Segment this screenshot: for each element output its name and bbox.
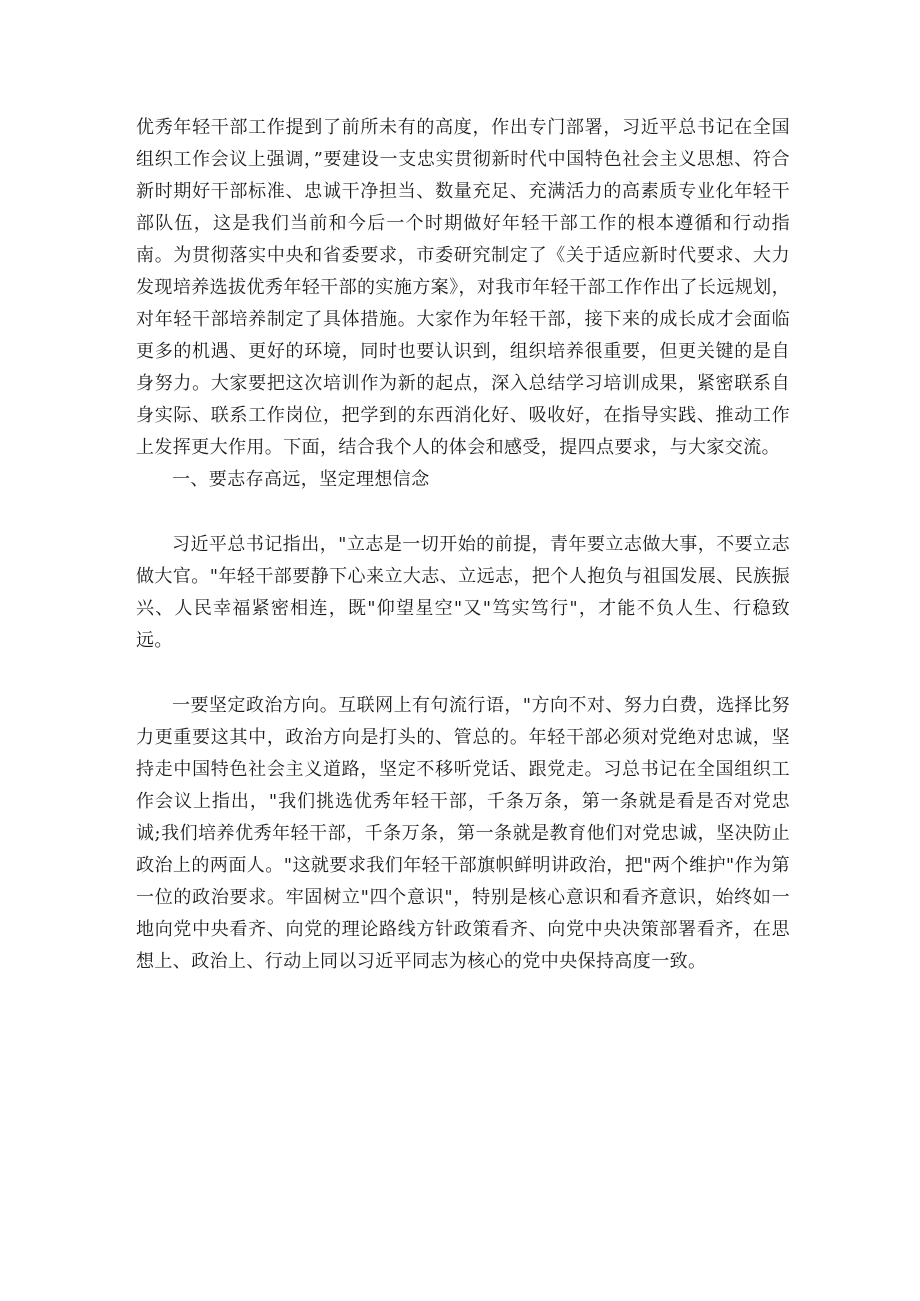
paragraph-political-direction: 一要坚定政治方向。互联网上有句流行语，"方向不对、努力白费，选择比努力更重要这其中，政治方向是打头的、管总的。年轻干部必须对党绝对忠诚，坚持走中国特色社会主义道路，坚定不移听党话、跟党走。习总书记在全国组织工作会议上指出，"我们挑选优秀年轻干部，千条万条，第一条就是看是否对党忠诚;我们培养优秀年轻干部，千条万条，第一条就是教育他们对党忠诚，坚决防止政治上的两面人。"这就要求我们年轻干部旗帜鲜明讲政治，把"两个维护"作为第一位的政治要求。牢固树立"四个意识"，特别是核心意识和看齐意识，始终如一地向党中央看齐、向党的理论路线方针政策看齐、向党中央决策部署看齐，在思想上、政治上、行动上同以习近平同志为核心的党中央保持高度一致。 [136,695,790,972]
document-body [136,112,790,978]
section-heading-1: 一、要志存高远，坚定理想信念 [172,469,430,490]
paragraph-section-1-intro: 习近平总书记指出，"立志是一切开始的前提，青年要立志做大事，不要立志做大官。"年轻干部要静下心来立大志、立远志，把个人抱负与祖国发展、民族振兴、人民幸福紧密相连，既"仰望星空"又"笃实笃行"，才能不负人生、行稳致远。 [136,534,790,651]
paragraph-intro: 优秀年轻干部工作提到了前所未有的高度，作出专门部署，习近平总书记在全国组织工作会议上强调，”要建设一支忠实贯彻新时代中国特色社会主义思想、符合新时期好干部标准、忠诚干净担当、数量充足、充满活力的高素质专业化年轻干部队伍，这是我们当前和今后一个时期做好年轻干部工作的根本遵循和行动指南。为贯彻落实中央和省委要求，市委研究制定了《关于适应新时代要求、大力发现培养选拔优秀年轻干部的实施方案》，对我市年轻干部工作作出了长远规划，对年轻干部培养制定了具体措施。大家作为年轻干部，接下来的成长成才会面临更多的机遇、更好的环境，同时也要认识到，组织培养很重要，但更关键的是自身努力。大家要把这次培训作为新的起点，深入总结学习培训成果，紧密联系自身实际、联系工作岗位，把学到的东西消化好、吸收好，在指导实践、推动工作上发挥更大作用。下面，结合我个人的体会和感受，提四点要求，与大家交流。 [136,117,790,458]
